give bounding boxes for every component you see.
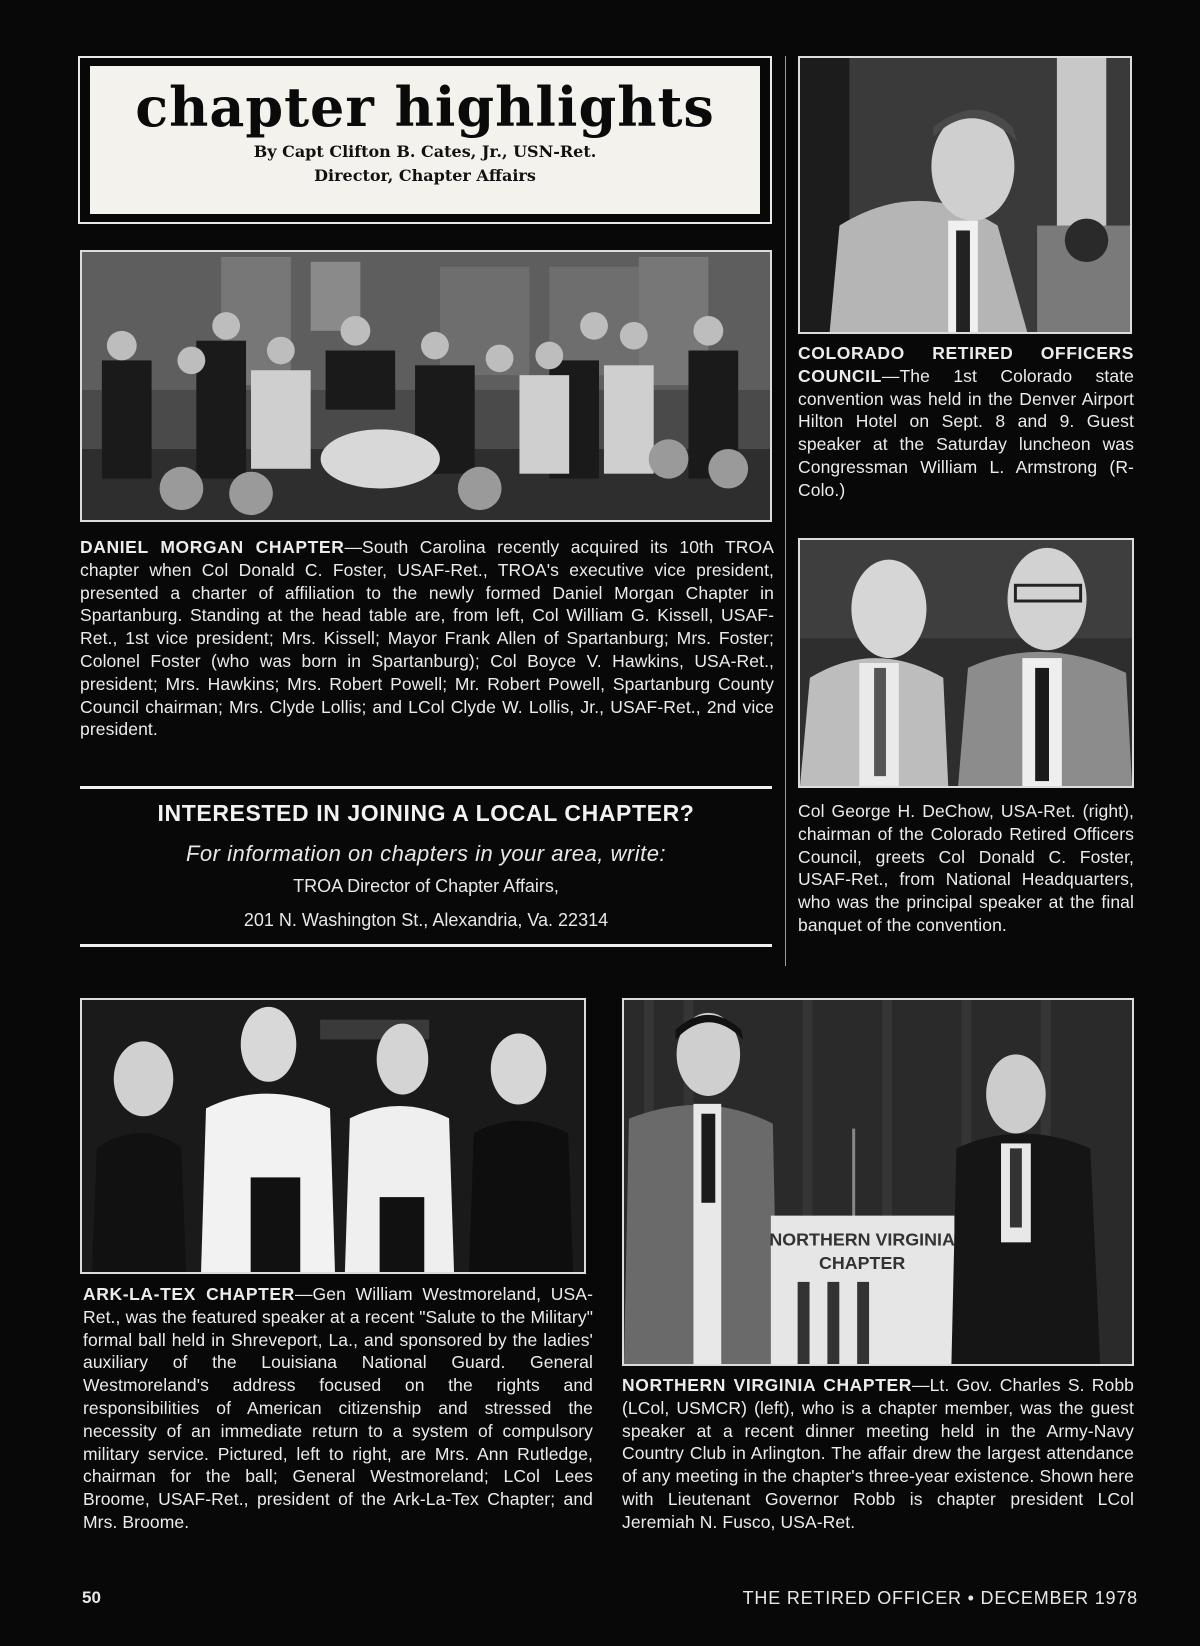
join-title: INTERESTED IN JOINING A LOCAL CHAPTER? xyxy=(157,800,695,826)
dechow-photo xyxy=(798,538,1134,788)
column-divider xyxy=(785,56,786,966)
northern-virginia-caption xyxy=(622,1374,1134,1534)
join-bottom-rule xyxy=(80,944,772,947)
byline-role: Director, Chapter Affairs xyxy=(314,166,536,185)
colorado-heading: COLORADO RETIRED OFFICERS COUNCIL xyxy=(798,343,1134,386)
podium-sign-line-2: CHAPTER xyxy=(818,1253,906,1274)
join-address-line-2: 201 N. Washington St., Alexandria, Va. 22314 xyxy=(243,910,609,930)
daniel-morgan-text: —South Carolina recently acquired its 10th TROA chapter when Col Donald C. Foster, USAF-Ret., TROA's executive vice president, presented a charter of affiliation to the newly formed Daniel Morgan Chapter in Spartanburg. Standing at the head table are, from left, Col William G. Kissell, USAF-Ret., 1st vice president; Mrs. Kissell; Mayor Frank Allen of Spartanburg; Mrs. Foster; Colonel Foster (who was born in Spartanburg); Col Boyce V. Hawkins, USA-Ret., president; Mrs. Hawkins; Mrs. Robert Powell; Mr. Robert Powell, Spartanburg County Council chairman; Mrs. Clyde Lollis; and LCol Clyde W. Lollis, Jr., USAF-Ret., 2nd vice president. xyxy=(80,537,774,740)
ark-la-tex-heading: ARK-LA-TEX CHAPTER xyxy=(83,1284,295,1304)
ark-la-tex-caption xyxy=(83,1283,593,1534)
join-subtitle: For information on chapters in your area, write: xyxy=(185,841,667,866)
join-address-line-1: TROA Director of Chapter Affairs, xyxy=(293,876,559,896)
northern-virginia-photo xyxy=(622,998,1134,1366)
colorado-photo xyxy=(798,56,1132,334)
northern-virginia-text: —Lt. Gov. Charles S. Robb (LCol, USMCR) (left), who is a chapter member, was the guest speaker at a recent dinner meeting held in the Army-Navy Country Club in Arlington. The affair drew the largest attendance of any meeting in the chapter's three-year existence. Shown here with Lieutenant Governor Robb is chapter president LCol Jeremiah N. Fusco, USA-Ret. xyxy=(622,1375,1134,1532)
join-top-rule xyxy=(80,786,772,789)
ark-la-tex-photo xyxy=(80,998,586,1274)
colorado-text: —The 1st Colorado state convention was held in the Denver Airport Hilton Hotel on Sept. 8 and 9. Guest speaker at the Saturday luncheon was Congressman William L. Armstrong (R-Colo.) xyxy=(798,365,1134,500)
daniel-morgan-photo xyxy=(80,250,772,522)
ark-la-tex-text: —Gen William Westmoreland, USA-Ret., was the featured speaker at a recent "Salute to the Military" formal ball held in Shreveport, La., and sponsored by the ladies' auxiliary of the Louisiana National Guard. General Westmoreland's address focused on the rights and responsibilities of American citizenship and stressed the necessity of an immediate return to a system of compulsory military service. Pictured, left to right, are Mrs. Ann Rutledge, chairman for the ball; General Westmoreland; LCol Lees Broome, USAF-Ret., president of the Ark-La-Tex Chapter; and Mrs. Broome. xyxy=(83,1284,593,1532)
northern-virginia-heading: NORTHERN VIRGINIA CHAPTER xyxy=(622,1375,912,1395)
byline: By Capt Clifton B. Cates, Jr., USN-Ret. xyxy=(253,142,597,161)
page-title: chapter highlights xyxy=(135,75,715,139)
masthead xyxy=(90,66,760,214)
publication-footer: THE RETIRED OFFICER • DECEMBER 1978 xyxy=(742,1588,1138,1608)
page-number: 50 xyxy=(82,1588,101,1607)
daniel-morgan-heading: DANIEL MORGAN CHAPTER xyxy=(80,537,345,557)
colorado-caption xyxy=(798,342,1134,502)
dechow-caption: Col George H. DeChow, USA-Ret. (right), chairman of the Colorado Retired Officers Council, greets Col Donald C. Foster, USAF-Ret., from National Headquarters, who was the principal speaker at the final banquet of the convention. xyxy=(798,801,1134,935)
podium-sign-line-1: NORTHERN VIRGINIA xyxy=(769,1229,955,1250)
daniel-morgan-caption xyxy=(80,536,774,741)
